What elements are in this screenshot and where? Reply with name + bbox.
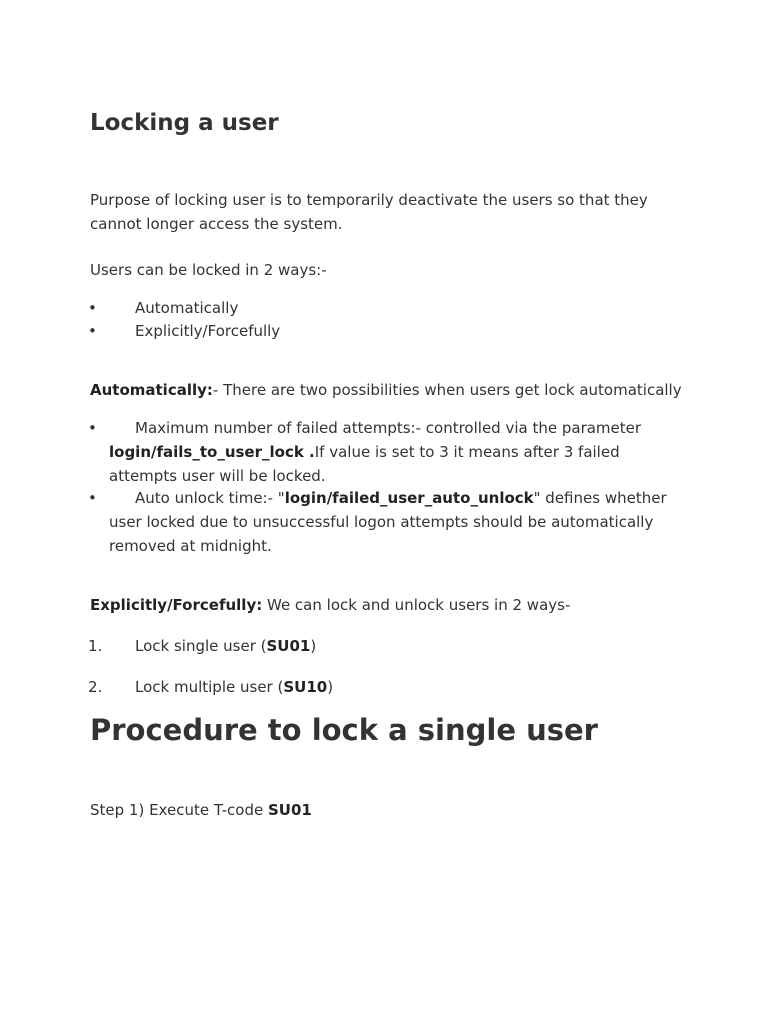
bullet-icon: •	[88, 419, 97, 437]
bullet-icon: •	[88, 489, 97, 507]
auto-paragraph	[90, 378, 690, 402]
explicit-text: We can lock and unlock users in 2 ways-	[262, 596, 571, 614]
explicit-label: Explicitly/Forcefully:	[90, 596, 263, 614]
list-item-text: Auto unlock time:- "login/failed_user_auto_unlock" defines whether user locked due to unsuccessful logon attempts should be automatically removed at midnight.	[109, 489, 667, 555]
list-item-text: Maximum number of failed attempts:- controlled via the parameter login/fails_to_user_lock .If value is set to 3 it means after 3 failed attempts user will be locked.	[109, 419, 642, 485]
purpose-paragraph: Purpose of locking user is to temporarily deactivate the users so that they cannot longer access the system.	[90, 191, 648, 233]
section-heading-procedure: Procedure to lock a single user	[90, 713, 598, 747]
numbered-item-text: Lock multiple user (SU10)	[135, 678, 334, 696]
auto-text: - There are two possibilities when users get lock automatically	[212, 381, 682, 399]
item-number: 1.	[88, 637, 103, 655]
list-item	[90, 486, 690, 558]
tcode: SU10	[283, 678, 328, 696]
auto-label: Automatically:	[90, 381, 213, 399]
list-item-text: Automatically	[135, 299, 239, 317]
parameter-name: login/failed_user_auto_unlock	[284, 489, 534, 507]
tcode: SU01	[266, 637, 311, 655]
section-heading-locking: Locking a user	[90, 110, 279, 136]
tcode: SU01	[267, 801, 312, 819]
ways-intro-paragraph: Users can be locked in 2 ways:-	[90, 261, 327, 279]
list-item-text: Explicitly/Forcefully	[135, 322, 281, 340]
step-paragraph: Step 1) Execute T-code SU01	[90, 801, 312, 819]
list-item	[90, 416, 690, 488]
item-number: 2.	[88, 678, 103, 696]
bullet-icon: •	[88, 299, 97, 317]
numbered-item-text: Lock single user (SU01)	[135, 637, 317, 655]
bullet-icon: •	[88, 322, 97, 340]
parameter-name: login/fails_to_user_lock .	[109, 443, 315, 461]
explicit-paragraph	[90, 593, 690, 617]
